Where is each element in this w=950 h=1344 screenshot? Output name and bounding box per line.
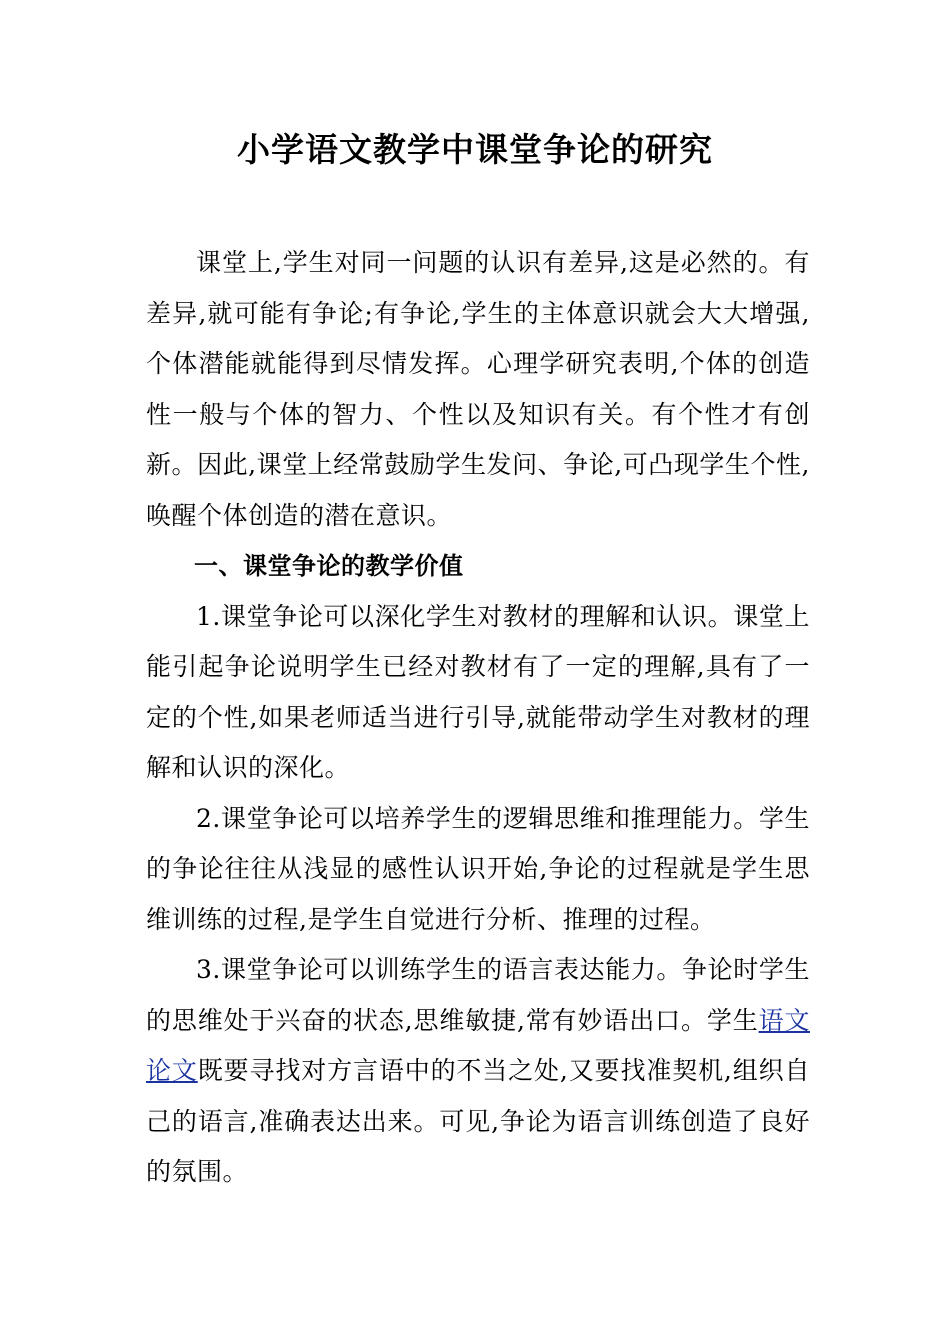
- chinese-essay-link[interactable]: 语文论文: [146, 1005, 810, 1085]
- document-body: [146, 238, 810, 1198]
- item-1-paragraph: 1.课堂争论可以深化学生对教材的理解和认识。课堂上能引起争论说明学生已经对教材有了一定的理解,具有了一定的个性,如果老师适当进行引导,就能带动学生对教材的理解和认识的深化。: [146, 601, 810, 782]
- item-3-text-after-link: 既要寻找对方言语中的不当之处,又要找准契机,组织自己的语言,准确表达出来。可见,争论为语言训练创造了良好的氛围。: [146, 1056, 810, 1186]
- intro-paragraph: 课堂上,学生对同一问题的认识有差异,这是必然的。有差异,就可能有争论;有争论,学生的主体意识就会大大增强,个体潜能就能得到尽情发挥。心理学研究表明,个体的创造性一般与个体的智力、个性以及知识有关。有个性才有创新。因此,课堂上经常鼓励学生发问、争论,可凸现学生个性,唤醒个体创造的潜在意识。: [146, 248, 810, 530]
- item-2-paragraph: 2.课堂争论可以培养学生的逻辑思维和推理能力。学生的争论往往从浅显的感性认识开始,争论的过程就是学生思维训练的过程,是学生自觉进行分析、推理的过程。: [146, 803, 810, 934]
- item-3-text-before-link: 3.课堂争论可以训练学生的语言表达能力。争论时学生的思维处于兴奋的状态,思维敏捷,常有妙语出口。学生: [146, 955, 810, 1035]
- section-heading: 一、课堂争论的教学价值: [194, 552, 464, 580]
- document-title: 小学语文教学中课堂争论的研究: [237, 130, 713, 169]
- item-3-paragraph: [146, 945, 810, 1198]
